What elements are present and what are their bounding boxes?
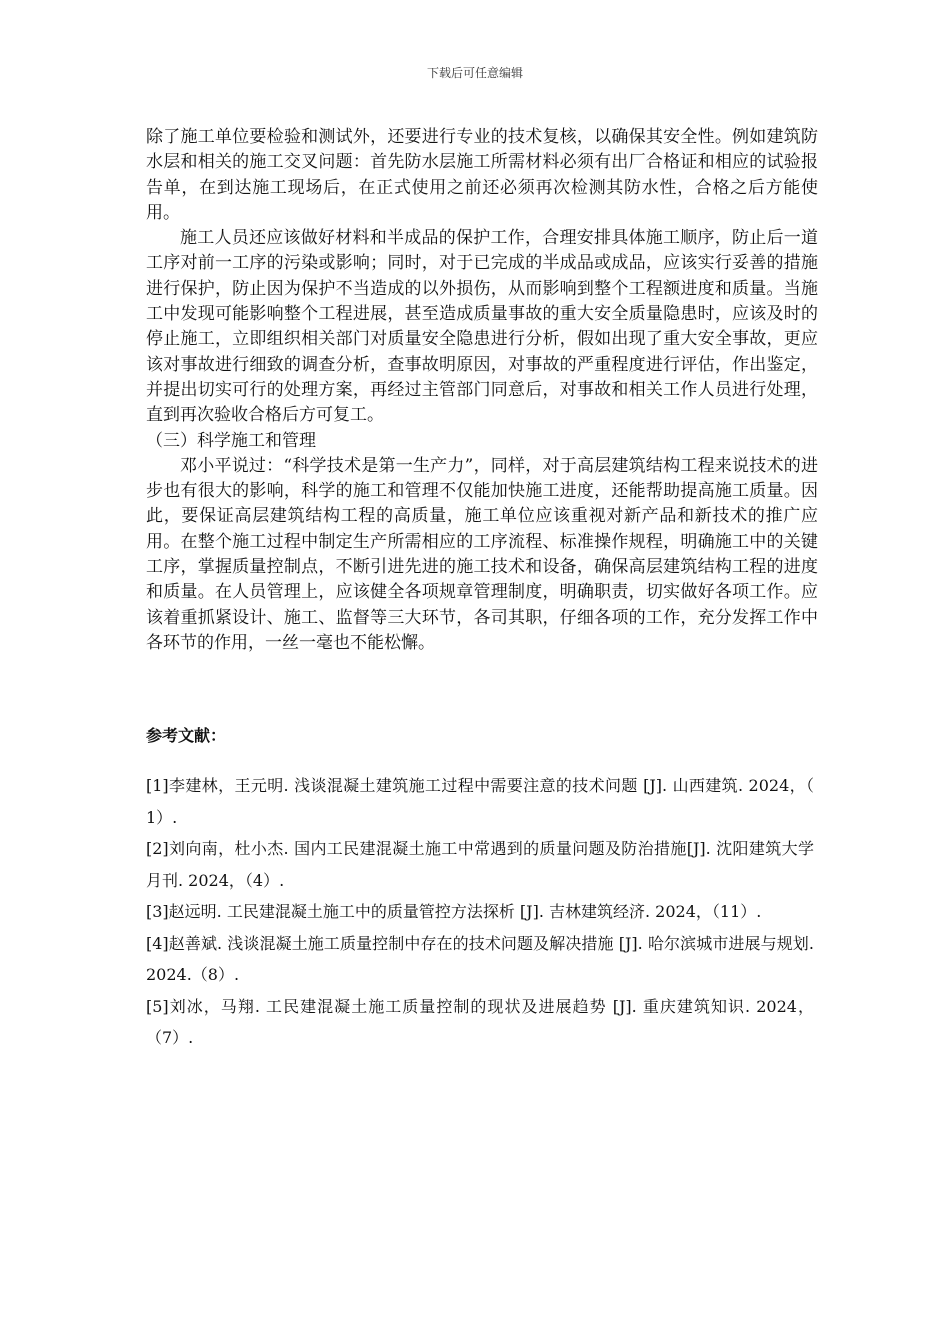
reference-item: [3]赵远明. 工民建混凝土施工中的质量管控方法探析 [J]. 吉林建筑经济. 2024，（11）. [146,902,762,921]
paragraph-protection-safety: 施工人员还应该做好材料和半成品的保护工作，合理安排具体施工顺序，防止后一道工序对前一工序的污染或影响；同时，对于已完成的半成品或成品，应该实行妥善的措施进行保护，防止因为保护不当造成的以外损伤，从而影响到整个工程额进度和质量。当施工中发现可能影响整个工程进展，甚至造成质量事故的重大安全质量隐患时，应该及时的停止施工，立即组织相关部门对质量安全隐患进行分析，假如出现了重大安全事故，更应该对事故进行细致的调查分析，查事故明原因，对事故的严重程度进行评估，作出鉴定，并提出切实可行的处理方案，再经过主管部门同意后，对事故和相关工作人员进行处理，直到再次验收合格后方可复工。 [146,228,818,426]
paragraph-material-inspection: 除了施工单位要检验和测试外，还要进行专业的技术复核，以确保其安全性。例如建筑防水层和相关的施工交叉问题：首先防水层施工所需材料必须有出厂合格证和相应的试验报告单，在到达施工现场后，在正式使用之前还必须再次检测其防水性，合格之后方能使用。 [146,127,818,223]
references-list [146,770,814,1054]
reference-item: [2]刘向南，杜小杰. 国内工民建混凝土施工中常遇到的质量问题及防治措施[J]. 沈阳建筑大学月刊. 2024，（4）. [146,839,814,890]
reference-item: [4]赵善斌. 浅谈混凝土施工质量控制中存在的技术问题及解决措施 [J]. 哈尔滨城市进展与规划. 2024.（8）. [146,933,814,984]
paragraph-technology-management: 邓小平说过：“科学技术是第一生产力”，同样，对于高层建筑结构工程来说技术的进步也有很大的影响，科学的施工和管理不仅能加快施工进度，还能帮助提高施工质量。因此，要保证高层建筑结构工程的高质量，施工单位应该重视对新产品和新技术的推广应用。在整个施工过程中制定生产所需相应的工序流程、标准操作规程，明确施工中的关键工序，掌握质量控制点，不断引进先进的施工技术和设备，确保高层建筑结构工程的进度和质量。在人员管理上，应该健全各项规章管理制度，明确职责，切实做好各项工作。应该着重抓紧设计、施工、监督等三大环节，各司其职，仔细各项的工作，充分发挥工作中各环节的作用，一丝一毫也不能松懈。 [146,455,818,653]
reference-item: [5]刘冰，马翔. 工民建混凝土施工质量控制的现状及进展趋势 [J]. 重庆建筑知识. 2024，（7）. [146,996,814,1047]
body-text [146,125,818,656]
reference-item: [1]李建林，王元明. 浅谈混凝土建筑施工过程中需要注意的技术问题 [J]. 山西建筑. 2024，（ 1）. [146,776,814,827]
section-heading-scientific-management: （三）科学施工和管理 [146,430,316,451]
page-header-note: 下载后可任意编辑 [426,66,523,80]
references-heading: 参考文献： [146,726,227,745]
